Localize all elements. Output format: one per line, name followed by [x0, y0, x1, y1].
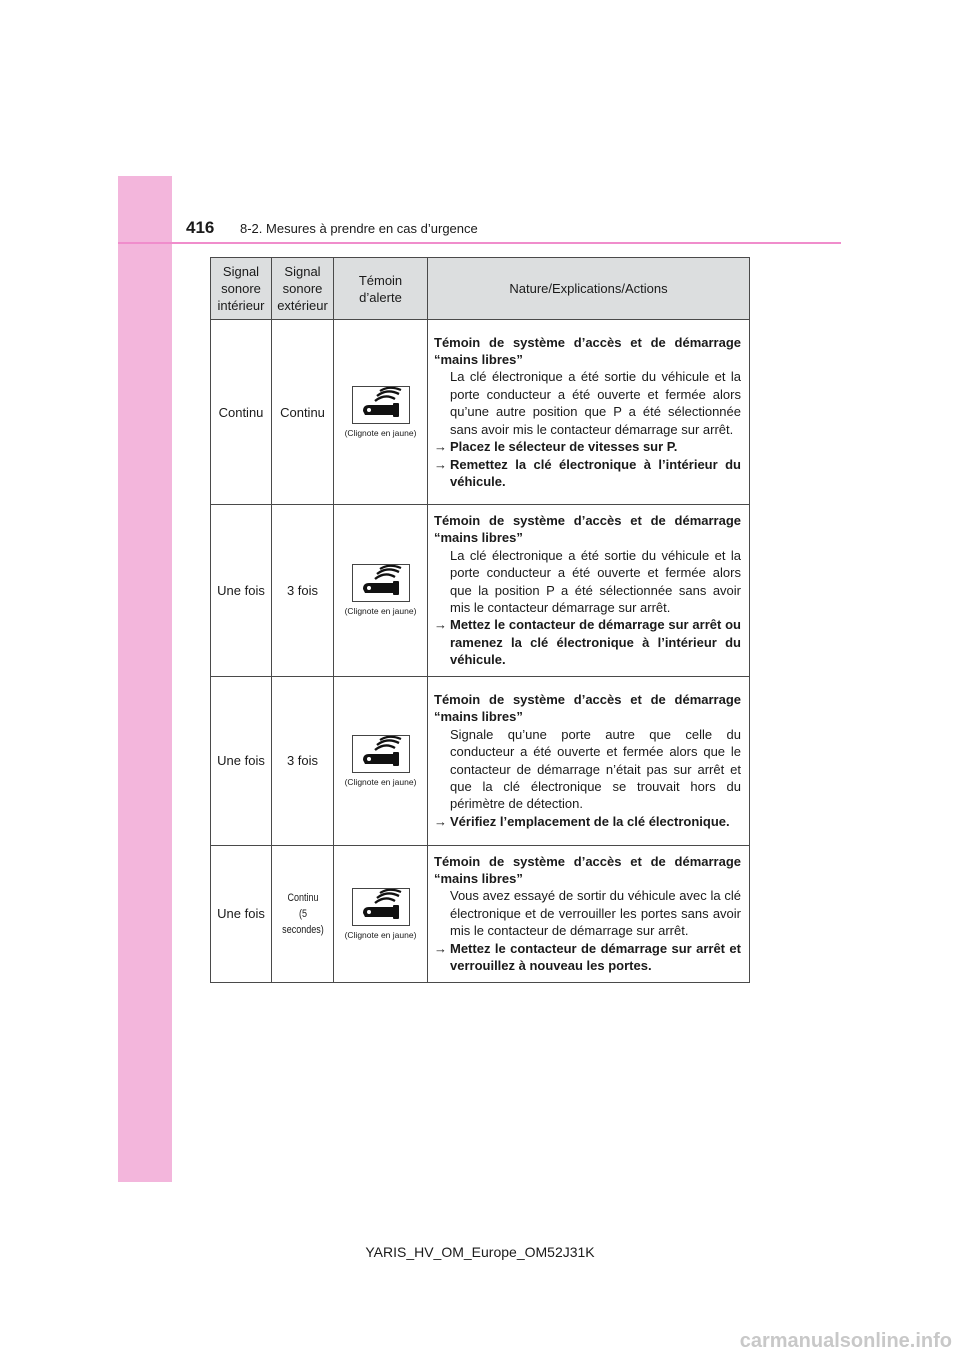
entry-title: Témoin de système d’accès et de démarrage “mains libres” — [434, 513, 741, 546]
entry-explanation: La clé électronique a été sortie du véhicule et la porte conducteur a été ouverte et fermée alors qu’une autre position que P a été sélectionnée sans avoir mis le contacteur démarrage sur arrêt. — [450, 369, 741, 437]
entry-action — [434, 813, 741, 830]
entry-explanation: Signale qu’une porte autre que celle du conducteur a été ouverte et fermée alors que le contacteur de démarrage n’était pas sur arrêt et que la clé électronique se trouvait hors du périmètre de détection. — [450, 726, 741, 812]
header-divider — [118, 242, 841, 244]
warning-light-cell — [334, 845, 428, 982]
warning-light-cell — [334, 676, 428, 845]
icon-caption: (Clignote en jaune) — [344, 606, 417, 617]
nature-cell — [428, 845, 750, 982]
exterior-buzzer-cell — [277, 845, 328, 982]
entry-title: Témoin de système d’accès et de démarrage “mains libres” — [434, 853, 741, 887]
entry-action — [434, 438, 741, 455]
table-row — [211, 320, 750, 505]
header-nature: Nature/Explications/Actions — [428, 258, 750, 320]
action-text: Placez le sélecteur de vitesses sur P. — [450, 439, 678, 455]
entry-action — [434, 456, 741, 491]
entry-title: Témoin de système d’accès et de démarrage “mains libres” — [434, 692, 741, 725]
header-warning-light: Témoin d’alerte — [334, 258, 428, 320]
nature-cell — [428, 676, 750, 845]
interior-buzzer-cell: Une fois — [211, 505, 272, 677]
warning-light-cell — [334, 505, 428, 677]
table-row — [211, 676, 750, 845]
warning-light-cell — [334, 320, 428, 505]
entry-title: Témoin de système d’accès et de démarrage “mains libres” — [434, 334, 741, 368]
interior-buzzer-cell: Une fois — [211, 845, 272, 982]
smart-key-warning-icon — [352, 564, 410, 602]
nature-cell — [428, 320, 750, 505]
page-number: 416 — [186, 218, 215, 237]
arrow-right-icon: → — [434, 456, 447, 472]
nature-cell — [428, 505, 750, 677]
exterior-buzzer-line: Continu — [286, 891, 319, 904]
action-text: Remettez la clé électronique à l’intérieur du véhicule. — [450, 456, 741, 489]
section-title: 8-2. Mesures à prendre en cas d’urgence — [240, 221, 478, 236]
arrow-right-icon: → — [434, 617, 447, 633]
table-row — [211, 505, 750, 677]
smart-key-warning-icon — [352, 386, 410, 424]
interior-buzzer-cell: Continu — [211, 320, 272, 505]
document-id: YARIS_HV_OM_Europe_OM52J31K — [365, 1244, 595, 1260]
icon-caption: (Clignote en jaune) — [344, 929, 417, 940]
exterior-buzzer-cell: 3 fois — [272, 505, 334, 677]
entry-explanation: La clé électronique a été sortie du véhicule et la porte conducteur a été ouverte et fermée alors que la position P a été sélectionnée sans avoir mis le contacteur démarrage sur arrêt. — [450, 547, 741, 616]
exterior-buzzer-duration: (5 secondes) — [281, 907, 324, 936]
header-interior-buzzer: Signal sonore intérieur — [211, 258, 272, 320]
arrow-right-icon: → — [434, 813, 447, 829]
watermark: carmanualsonline.info — [739, 1330, 952, 1352]
smart-key-warning-icon — [352, 735, 410, 773]
entry-action — [434, 940, 741, 975]
table-header-row — [211, 258, 750, 320]
exterior-buzzer-cell: Continu — [272, 320, 334, 505]
icon-caption: (Clignote en jaune) — [344, 428, 417, 438]
icon-caption: (Clignote en jaune) — [344, 776, 417, 787]
action-text: Vérifiez l’emplacement de la clé électronique. — [450, 813, 730, 829]
entry-explanation: Vous avez essayé de sortir du véhicule avec la clé électronique et de verrouiller les portes sans avoir mis le contacteur de démarrage sur arrêt. — [450, 888, 741, 939]
interior-buzzer-cell: Une fois — [211, 676, 272, 845]
exterior-buzzer-cell: 3 fois — [272, 676, 334, 845]
action-text: Mettez le contacteur de démarrage sur arrêt ou ramenez la clé électronique à l’intérieur du véhicule. — [450, 617, 741, 668]
arrow-right-icon: → — [434, 940, 447, 956]
smart-key-warning-icon — [352, 888, 410, 926]
action-text: Mettez le contacteur de démarrage sur arrêt et verrouillez à nouveau les portes. — [450, 940, 741, 974]
entry-action — [434, 616, 741, 668]
table-row — [211, 845, 750, 982]
header-exterior-buzzer: Signal sonore extérieur — [272, 258, 334, 320]
warning-table — [210, 257, 750, 983]
arrow-right-icon: → — [434, 439, 447, 455]
chapter-side-band — [118, 176, 172, 1182]
